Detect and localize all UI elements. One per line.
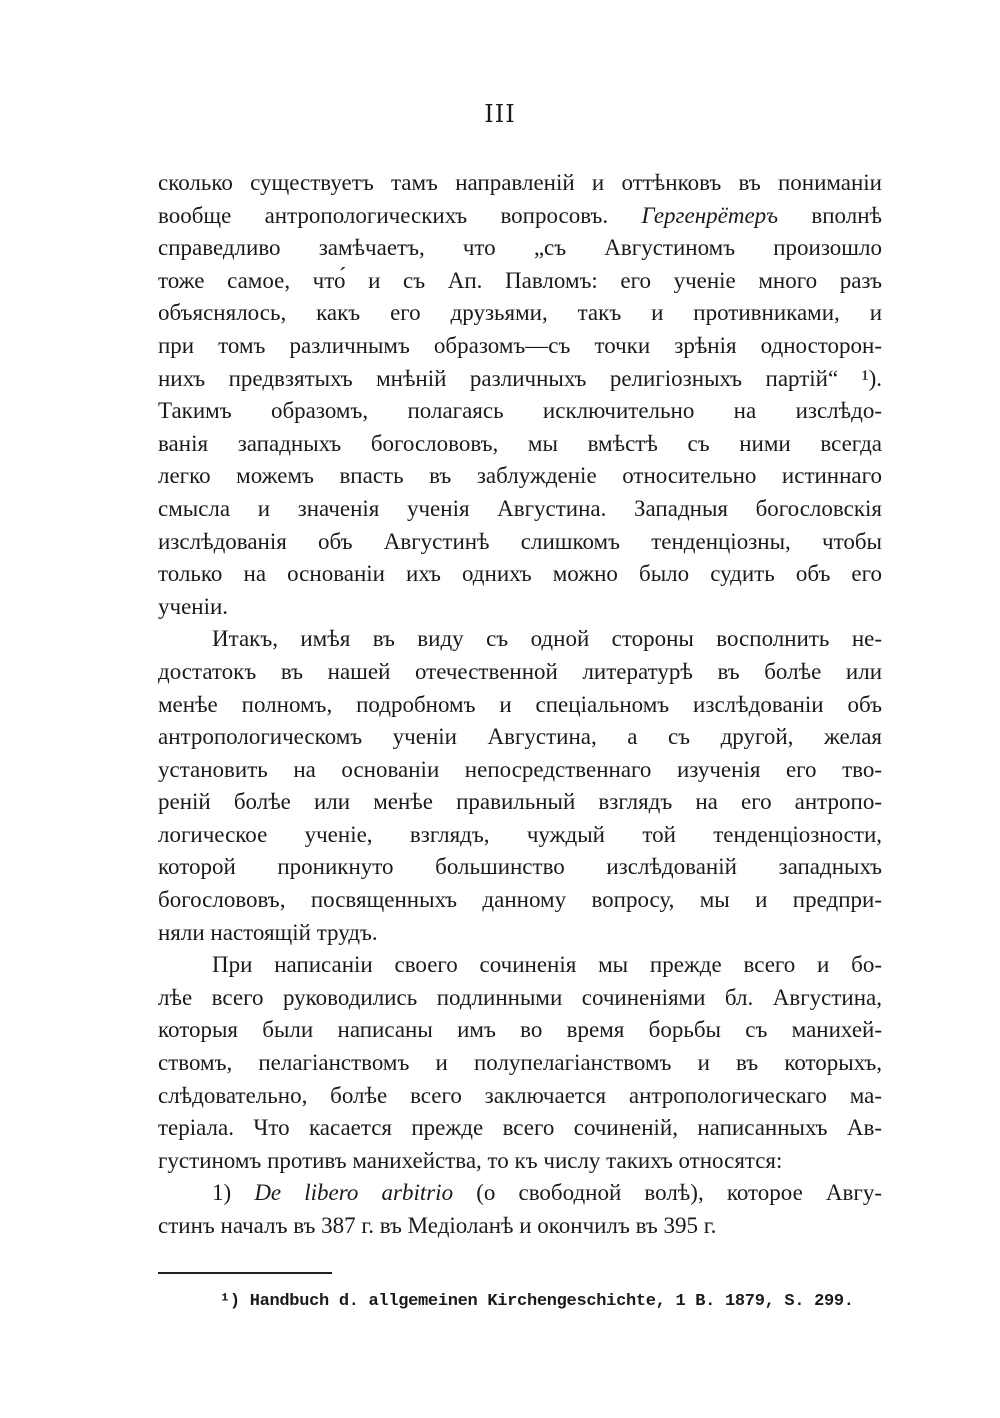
paragraph [158, 949, 882, 1177]
paragraph [158, 1177, 882, 1242]
text-line: менѣе полномъ, подробномъ и спеціальномъ изслѣдованіи объ [158, 691, 882, 717]
text-line: няли настоящій трудъ. [158, 919, 378, 945]
text-line: ученіи. [158, 593, 229, 619]
italic-text: De libero arbitrio [254, 1180, 454, 1206]
text-line: слѣдовательно, болѣе всего заключается антропологическаго ма- [158, 1082, 882, 1108]
text-line: которой проникнуто большинство изслѣдованій западныхъ [158, 854, 882, 880]
text-line: антропологическомъ ученіи Августина, а съ другой, желая [158, 724, 882, 750]
paragraph [158, 167, 882, 623]
text-line: ванія западныхъ богослововъ, мы вмѣстѣ съ ними всегда [158, 430, 882, 456]
text-line: логическое ученіе, взглядъ, чуждый той тенденціозности, [158, 821, 882, 847]
page-number: III [484, 100, 516, 128]
text-line: 1) De libero arbitrio (о свободной волѣ), которое Авгу- [212, 1180, 882, 1206]
text-line: богослововъ, посвященныхъ данному вопросу, мы и предпри- [158, 887, 882, 913]
text-line: Такимъ образомъ, полагаясь исключительно на изслѣдо- [158, 398, 882, 424]
text-line: вообще антропологическихъ вопросовъ. Гергенрётеръ вполнѣ [158, 202, 882, 228]
text-line: тоже самое, что́ и съ Ап. Павломъ: его ученіе много разъ [158, 267, 882, 293]
body-text [158, 167, 882, 1243]
text-line: ствомъ, пелагіанствомъ и полупелагіанствомъ и въ которыхъ, [158, 1050, 882, 1076]
text-line: достатокъ въ нашей отечественной литературѣ въ болѣе или [158, 658, 882, 684]
text-line: легко можемъ впасть въ заблужденіе относительно истиннаго [158, 463, 882, 489]
text-line: которыя были написаны имъ во время борьбы съ манихей- [158, 1017, 882, 1043]
paragraph [158, 623, 882, 949]
text-line: реній болѣе или менѣе правильный взглядъ на его антропо- [158, 789, 882, 815]
text-line: При написаніи своего сочиненія мы прежде всего и бо- [212, 952, 882, 978]
text-line: справедливо замѣчаетъ, что „съ Августиномъ произошло [158, 235, 882, 261]
text-line: сколько существуетъ тамъ направленій и оттѣнковъ въ пониманіи [158, 170, 882, 195]
footnote: ¹) Handbuch d. allgemeinen Kirchengeschichte, 1 B. 1879, S. 299. [220, 1292, 854, 1311]
text-line: теріала. Что касается прежде всего сочиненій, написанныхъ Ав- [158, 1115, 882, 1141]
text-line: смысла и значенія ученія Августина. Западныя богословскія [158, 495, 882, 521]
text-line: густиномъ противъ манихейства, то къ числу такихъ относятся: [158, 1147, 783, 1173]
text-line: при томъ различнымъ образомъ—съ точки зрѣнія односторон- [158, 332, 882, 358]
text-line: нихъ предвзятыхъ мнѣній различныхъ религіозныхъ партій“ ¹). [158, 365, 882, 391]
italic-text: Гергенрётеръ [641, 202, 779, 228]
text-line: установить на основаніи непосредственнаго изученія его тво- [158, 756, 882, 782]
footnote-divider [158, 1272, 332, 1274]
text-line: стинъ началъ въ 387 г. въ Медіоланѣ и окончилъ въ 395 г. [158, 1213, 717, 1238]
text-line: Итакъ, имѣя въ виду съ одной стороны восполнить не- [212, 626, 882, 652]
text-line: лѣе всего руководились подлинными сочиненіями бл. Августина, [158, 984, 882, 1010]
text-line: объяснялось, какъ его друзьями, такъ и противниками, и [158, 300, 882, 326]
text-line: изслѣдованія объ Августинѣ слишкомъ тенденціозны, чтобы [158, 528, 882, 554]
text-line: только на основаніи ихъ однихъ можно было судить объ его [158, 561, 882, 587]
